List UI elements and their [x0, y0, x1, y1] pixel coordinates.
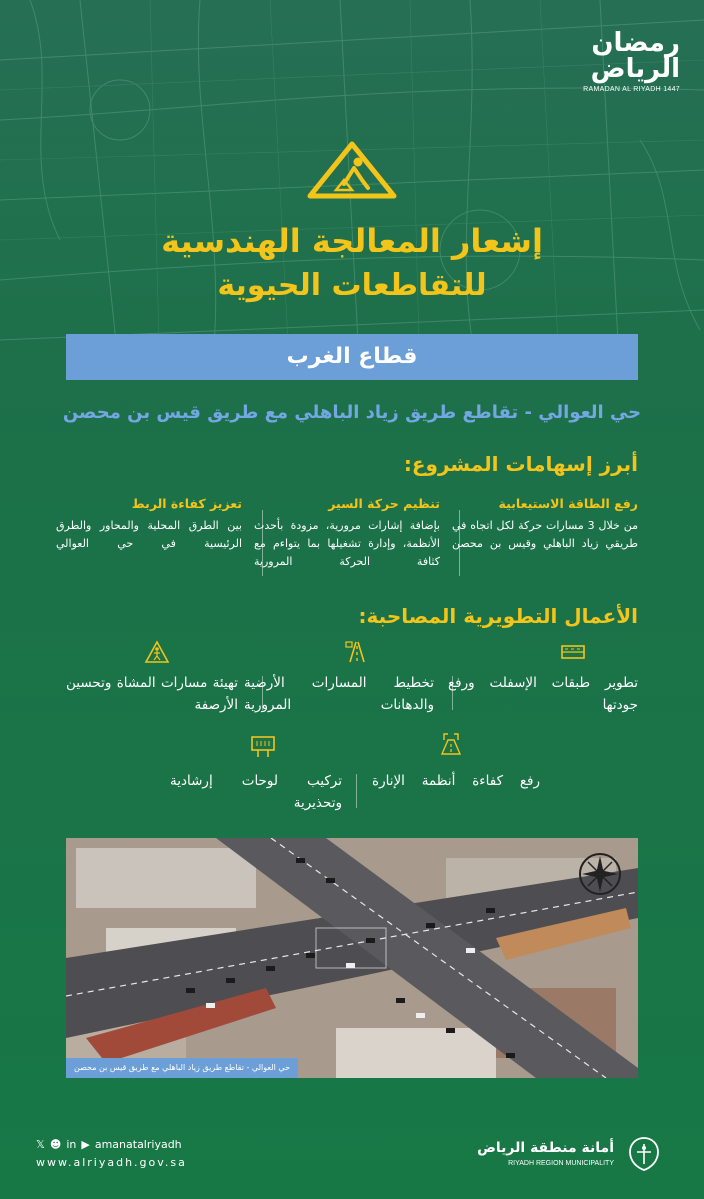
ramadan-riyadh-logo — [560, 30, 680, 110]
linkedin-icon[interactable]: in — [66, 1138, 77, 1151]
work-text: تطوير طبقات الإسفلت ورفع جودتها — [448, 675, 638, 713]
x-icon[interactable]: 𝕏 — [36, 1138, 45, 1151]
youtube-icon[interactable]: ▶ — [81, 1138, 90, 1151]
compass-icon — [580, 854, 620, 894]
signboard-icon — [250, 734, 276, 758]
page-title-line2: للتقاطعات الحيوية — [217, 268, 487, 303]
aerial-intersection-image — [66, 838, 638, 1078]
contribution-item-traffic — [254, 496, 440, 578]
divider — [262, 676, 263, 710]
contribution-title: رفع الطاقة الاستيعابية — [498, 496, 638, 511]
website-link[interactable]: www.alriyadh.gov.sa — [36, 1156, 187, 1169]
asphalt-layer-icon — [560, 640, 586, 664]
contributions-heading: أبرز إسهامات المشروع: — [403, 452, 638, 476]
social-handle[interactable]: amanatalriyadh — [94, 1138, 182, 1151]
aerial-caption: حي العوالي - تقاطع طريق زياد الباهلي مع طريق قيس بن محصن — [66, 1058, 298, 1078]
page-title-line1: إشعار المعالجة الهندسية — [161, 222, 543, 260]
work-item-lighting — [372, 770, 540, 792]
municipality-name-english: RIYADH REGION MUNICIPALITY — [508, 1160, 614, 1167]
location-subtitle: حي العوالي - تقاطع طريق زياد الباهلي مع طريق قيس بن محصن — [62, 402, 642, 423]
works-heading: الأعمال التطويرية المصاحبة: — [358, 604, 638, 628]
social-links — [36, 1138, 182, 1151]
street-lighting-icon — [438, 732, 464, 756]
contribution-item-connectivity — [56, 496, 242, 578]
snapchat-icon[interactable]: ☻ — [49, 1138, 62, 1151]
work-item-signboards — [170, 770, 342, 814]
work-item-pedestrian — [66, 672, 238, 716]
divider — [262, 510, 263, 576]
divider — [452, 676, 453, 710]
contribution-title: تعزيز كفاءة الربط — [131, 496, 242, 511]
contribution-text: بإضافة إشارات مرورية، مزودة بأحدث الأنظمة، وإدارة تشغيلها بما يتواءم مع كثافة الحركة المرورية — [254, 519, 440, 568]
lane-marking-icon — [344, 640, 370, 664]
road-work-warning-icon — [306, 140, 398, 200]
contribution-item-capacity — [452, 496, 638, 578]
divider — [356, 774, 357, 808]
work-text: تهيئة مسارات المشاة وتحسين الأرصفة — [66, 675, 238, 713]
contribution-text: من خلال 3 مسارات حركة لكل اتجاه في طريقي زياد الباهلي وقيس بن محصن — [452, 519, 638, 550]
brand-english: RAMADAN AL RIYADH 1447 — [583, 86, 680, 93]
municipality-name-arabic: أمانة منطقة الرياض — [477, 1140, 614, 1156]
divider — [459, 510, 460, 576]
contribution-text: بين الطرق المحلية والمحاور والطرق الرئيسية في حي العوالي — [56, 519, 242, 550]
pedestrian-sign-icon — [144, 640, 170, 664]
work-text: رفع كفاءة أنظمة الإنارة — [372, 773, 540, 789]
work-item-marking — [244, 672, 434, 716]
sector-banner: قطاع الغرب — [66, 334, 638, 380]
municipality-emblem-icon — [622, 1134, 666, 1174]
work-item-asphalt — [448, 672, 638, 716]
work-text: تخطيط المسارات الأرضية والدهانات المرورية — [244, 675, 434, 713]
work-text: تركيب لوحات إرشادية وتحذيرية — [170, 773, 342, 811]
contribution-title: تنظيم حركة السير — [328, 496, 440, 511]
brand-arabic: رمضان الرياض — [590, 28, 680, 84]
